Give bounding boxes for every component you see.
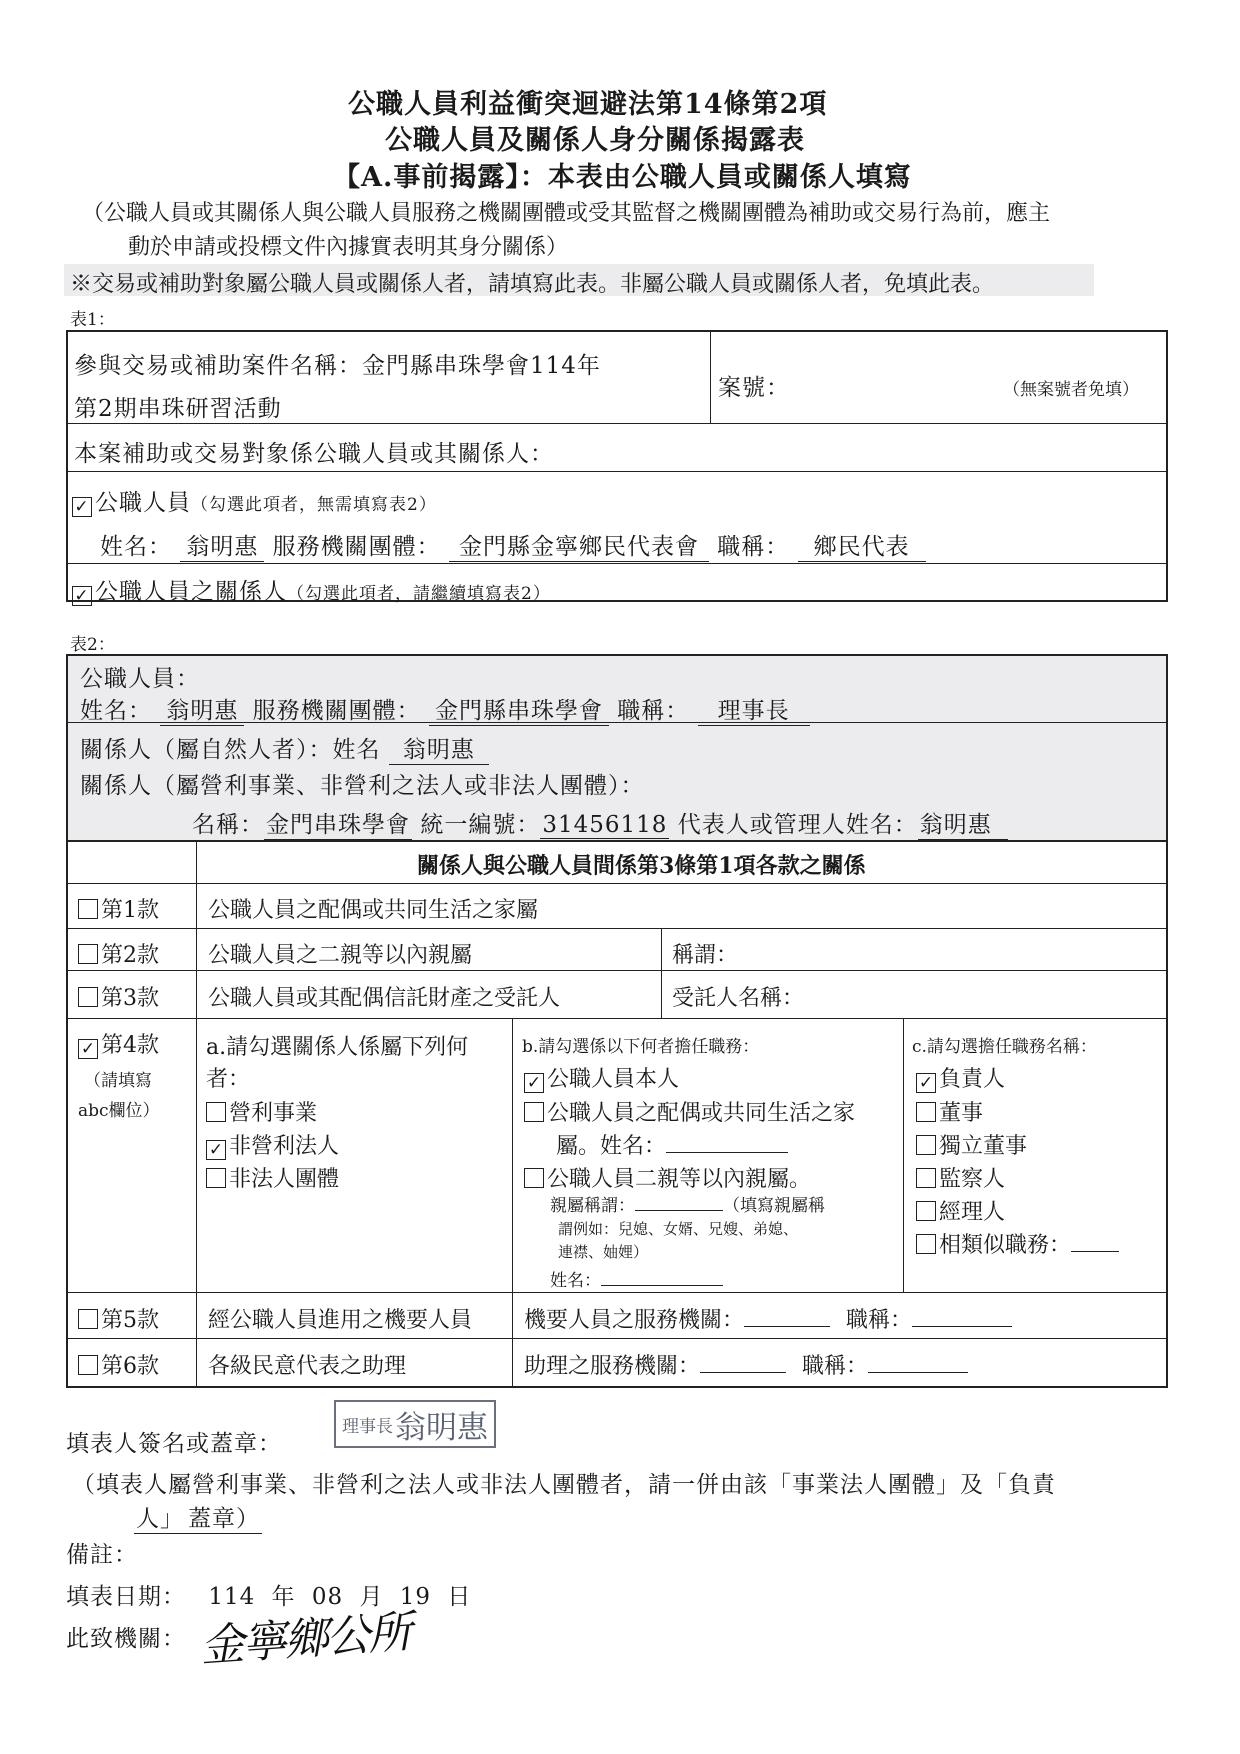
similar-position-blank[interactable] xyxy=(1071,1251,1119,1252)
signature-note-line1: （填表人屬營利事業、非營利之法人或非法人團體者，請一併由該「事業法人團體」及「負責 xyxy=(72,1472,1056,1498)
c-supervisor-checkbox[interactable] xyxy=(916,1168,936,1188)
clause4-b-spouse[interactable]: 公職人員之配偶或共同生活之家 xyxy=(524,1096,855,1127)
c-director-checkbox[interactable] xyxy=(916,1102,936,1122)
table2-label: 表2： xyxy=(70,635,115,655)
clause4-a-nonprofit[interactable]: ✓ 非營利法人 xyxy=(206,1129,339,1160)
clause5-fields: 機要人員之服務機關： 職稱： xyxy=(524,1303,1012,1334)
clause4-checkbox[interactable]: ✓ xyxy=(78,1039,98,1059)
clause3-trustee-field: 受託人名稱： xyxy=(672,986,805,1011)
clause5-org-blank[interactable] xyxy=(744,1326,830,1327)
clause4-a-title: a.請勾選關係人係屬下列何 xyxy=(206,1035,469,1060)
relative-option-label: 公職人員之關係人 xyxy=(95,579,287,605)
t2-official-title: 理事長 xyxy=(698,692,810,726)
for-profit-checkbox[interactable] xyxy=(206,1102,226,1122)
clause4-b-title: b.請勾選係以下何者擔任職務： xyxy=(522,1037,760,1057)
clause5-description: 經公職人員進用之機要人員 xyxy=(208,1308,473,1333)
c-director[interactable]: 董事 xyxy=(916,1096,983,1127)
clause4-b-kin-example2: 連襟、妯娌） xyxy=(558,1243,649,1261)
relationship-grid-header: 關係人與公職人員間係第3條第1項各款之關係 xyxy=(417,853,866,879)
tax-id-value: 31456118 xyxy=(542,812,668,838)
clause4-b-spouse-name: 屬。姓名： xyxy=(556,1129,788,1160)
clause6-checkbox[interactable] xyxy=(78,1355,98,1375)
clause5-option[interactable]: 第5款 xyxy=(78,1303,159,1334)
nonprofit-checkbox[interactable]: ✓ xyxy=(206,1140,226,1160)
clause6-org-blank[interactable] xyxy=(700,1372,786,1373)
relative-option[interactable] xyxy=(72,573,551,606)
table1-label: 表1： xyxy=(70,310,115,330)
header-note-line1: （公職人員或其關係人與公職人員服務之機關團體或受其監督之機關團體為補助或交易行為前，應主 xyxy=(82,201,1051,226)
case-number-note: （無案號者免填） xyxy=(1003,380,1139,400)
clause4-b-self[interactable]: ✓ 公職人員本人 xyxy=(524,1062,679,1093)
spouse-name-blank[interactable] xyxy=(666,1152,788,1153)
clause4-b-kin[interactable]: 公職人員二親等以內親屬。 xyxy=(524,1162,811,1193)
b-self-checkbox[interactable]: ✓ xyxy=(524,1073,544,1093)
org-label: 服務機關團體： xyxy=(272,534,441,560)
clause4-b-kin-example1: 謂例如：兒媳、女婿、兄嫂、弟媳、 xyxy=(558,1220,799,1238)
clause2-checkbox[interactable] xyxy=(78,944,98,964)
clause1-description: 公職人員之配偶或共同生活之家屬 xyxy=(208,898,539,923)
form-title-law: 公職人員利益衝突迴避法第14條第2項 xyxy=(348,89,828,120)
c-independent-director[interactable]: 獨立董事 xyxy=(916,1129,1027,1160)
c-independent-director-checkbox[interactable] xyxy=(916,1135,936,1155)
fill-date-label: 填表日期： xyxy=(66,1584,186,1610)
table2-official-info: 姓名： 翁明惠 服務機關團體： 金門縣串珠學會 職稱： 理事長 xyxy=(80,692,810,726)
clause4-option[interactable]: ✓ 第4款 xyxy=(78,1028,159,1059)
clause2-title-field: 稱謂： xyxy=(672,943,739,968)
c-similar-position[interactable]: 相類似職務： xyxy=(916,1228,1119,1259)
official-org-value: 金門縣金寧鄉民代表會 xyxy=(449,528,709,562)
form-title: 公職人員及關係人身分關係揭露表 xyxy=(385,125,805,156)
case-name-line2: 第2期串珠研習活動 xyxy=(74,396,282,422)
fill-date-year: 114 xyxy=(208,1584,256,1610)
fill-date: 填表日期： 114 年 08 月 19 日 xyxy=(66,1584,472,1610)
clause6-description: 各級民意代表之助理 xyxy=(208,1354,407,1379)
c-supervisor[interactable]: 監察人 xyxy=(916,1162,1005,1193)
c-manager-checkbox[interactable] xyxy=(916,1201,936,1221)
t2-official-org: 金門縣串珠學會 xyxy=(429,692,609,726)
relative-checkbox[interactable]: ✓ xyxy=(72,586,92,606)
remarks-label: 備註： xyxy=(66,1542,138,1568)
clause4-a-for-profit[interactable]: 營利事業 xyxy=(206,1096,317,1127)
official-name-value: 翁明惠 xyxy=(180,528,264,562)
form-subtitle: 【A.事前揭露】：本表由公職人員或關係人填寫 xyxy=(333,162,912,193)
signature-stamp: 理事長 翁明惠 xyxy=(334,1400,496,1448)
clause4-note2: abc欄位） xyxy=(78,1101,160,1121)
official-title-value: 鄉民代表 xyxy=(798,528,926,562)
official-option[interactable] xyxy=(72,484,437,517)
unincorporated-checkbox[interactable] xyxy=(206,1168,226,1188)
signature-note-line2: 人」 蓋章） xyxy=(134,1500,262,1534)
case-name-line1: 參與交易或補助案件名稱：金門縣串珠學會114年 xyxy=(74,353,601,379)
clause6-option[interactable]: 第6款 xyxy=(78,1349,159,1380)
clause4-b-kin-name: 姓名： xyxy=(550,1266,723,1291)
representative-name: 翁明惠 xyxy=(918,806,1008,840)
table2-official-header: 公職人員： xyxy=(80,666,200,692)
fill-date-month: 08 xyxy=(311,1584,344,1610)
recipient-handwritten-signature: 金寧鄉公所 xyxy=(198,1606,412,1673)
relative-option-note: （勾選此項者，請繼續填寫表2） xyxy=(287,584,551,604)
clause3-option[interactable]: 第3款 xyxy=(78,981,159,1012)
natural-person-name: 翁明惠 xyxy=(389,731,489,765)
clause3-checkbox[interactable] xyxy=(78,987,98,1007)
clause5-title-blank[interactable] xyxy=(912,1326,1012,1327)
t2-official-name: 翁明惠 xyxy=(160,692,244,726)
official-checkbox[interactable]: ✓ xyxy=(72,497,92,517)
clause4-a-title-cont: 者： xyxy=(206,1067,251,1092)
c-similar-checkbox[interactable] xyxy=(916,1234,936,1254)
b-spouse-checkbox[interactable] xyxy=(524,1102,544,1122)
clause4-a-unincorporated[interactable]: 非法人團體 xyxy=(206,1162,339,1193)
c-manager[interactable]: 經理人 xyxy=(916,1195,1005,1226)
signature-label: 填表人簽名或蓋章： xyxy=(66,1431,282,1457)
header-note-line2: 動於申請或投標文件內據實表明其身分關係） xyxy=(128,235,569,260)
natural-person-line: 關係人（屬自然人者）：姓名 翁明惠 xyxy=(80,731,489,765)
clause2-option[interactable]: 第2款 xyxy=(78,938,159,969)
case-number-label: 案號： xyxy=(718,375,790,401)
c-responsible-person[interactable]: ✓ 負責人 xyxy=(916,1062,1005,1093)
legal-entity-name: 金門串珠學會 xyxy=(264,806,412,840)
name-label: 姓名： xyxy=(100,534,172,560)
clause5-checkbox[interactable] xyxy=(78,1309,98,1329)
subject-line: 本案補助或交易對象係公職人員或其關係人： xyxy=(74,441,554,467)
clause6-fields: 助理之服務機關： 職稱： xyxy=(524,1349,968,1380)
clause4-c-title: c.請勾選擔任職務名稱： xyxy=(912,1037,1097,1057)
clause2-description: 公職人員之二親等以內親屬 xyxy=(208,943,473,968)
kin-title-blank[interactable] xyxy=(635,1210,723,1211)
b-kin-checkbox[interactable] xyxy=(524,1168,544,1188)
legal-entity-info: 名稱：金門串珠學會 統一編號：31456118 代表人或管理人姓名：翁明惠 xyxy=(192,806,1008,840)
clause6-title-blank[interactable] xyxy=(868,1372,968,1373)
c-responsible-checkbox[interactable]: ✓ xyxy=(916,1073,936,1093)
clause4-b-kin-title: 親屬稱謂： （填寫親屬稱 xyxy=(550,1196,825,1216)
recipient-label: 此致機關： xyxy=(66,1626,186,1652)
official-option-label: 公職人員 xyxy=(95,490,191,516)
clause3-description: 公職人員或其配偶信託財產之受託人 xyxy=(208,986,561,1011)
header-instruction: ※交易或補助對象屬公職人員或關係人者，請填寫此表。非屬公職人員或關係人者，免填此表。 xyxy=(70,272,995,297)
title-label: 職稱： xyxy=(717,534,790,560)
legal-entity-label: 關係人（屬營利事業、非營利之法人或非法人團體）： xyxy=(80,773,645,799)
table1-official-info xyxy=(100,528,926,562)
official-option-note: （勾選此項者，無需填寫表2） xyxy=(191,495,437,515)
clause1-option[interactable]: 第1款 xyxy=(78,893,159,924)
kin-name-blank[interactable] xyxy=(601,1285,723,1286)
clause1-checkbox[interactable] xyxy=(78,899,98,919)
fill-date-day: 19 xyxy=(399,1584,432,1610)
clause4-note1: （請填寫 xyxy=(84,1071,152,1091)
